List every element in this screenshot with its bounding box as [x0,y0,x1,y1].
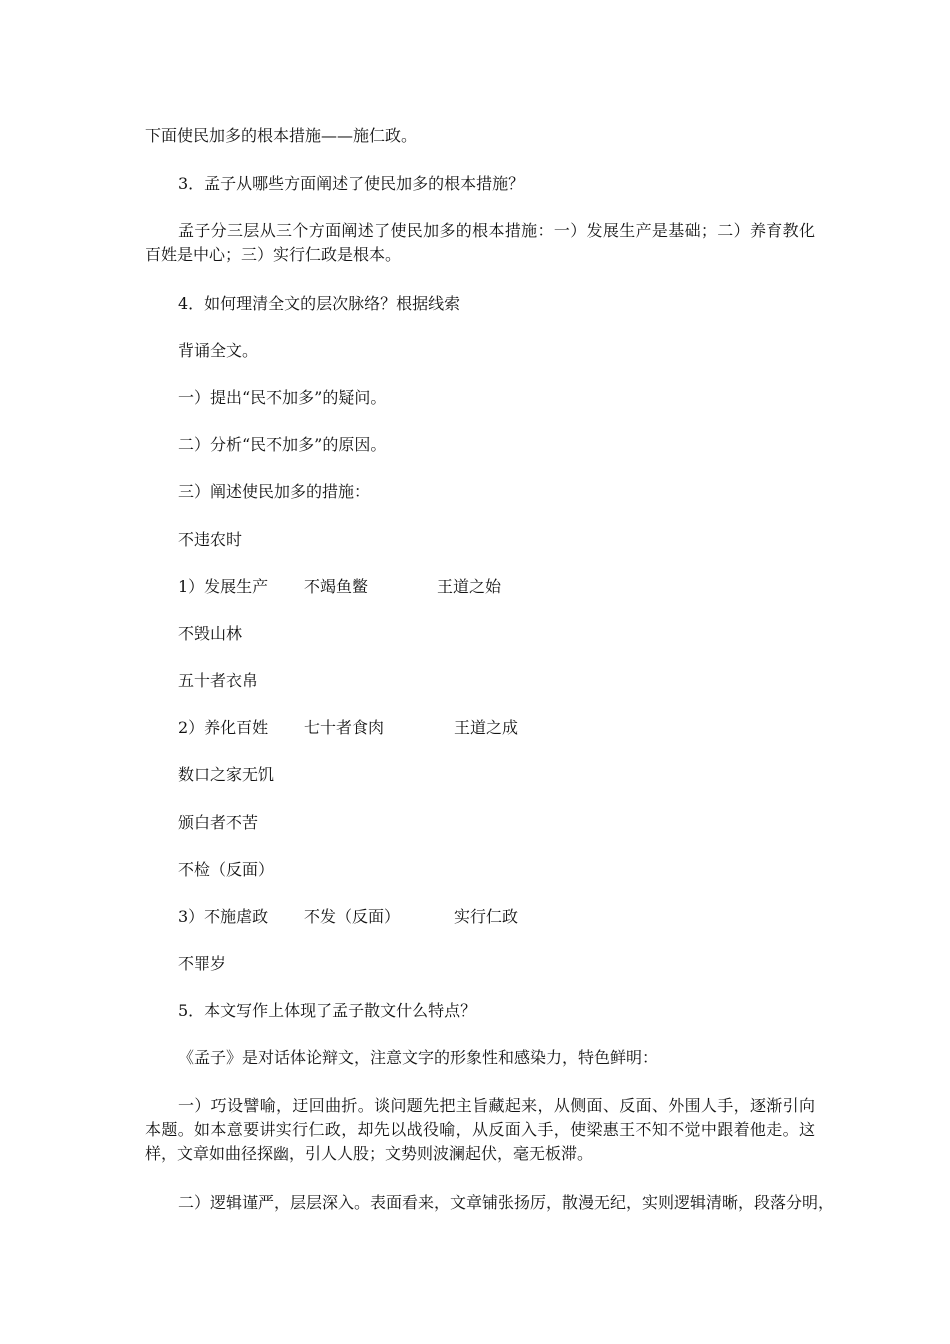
outline-row-1-item: 不竭鱼鳖 [304,577,369,596]
structure-item-3: 三）阐述使民加多的措施： [178,482,371,501]
structure-item-1: 一）提出“民不加多”的疑问。 [178,388,387,407]
outline-line: 不违农时 [178,530,243,549]
outline-row-3-item: 不发（反面） [304,907,401,926]
outline-row-3-heading: 3）不施虐政 [178,907,269,926]
question-4: 4．如何理清全文的层次脉络？根据线索 [178,294,461,313]
outline-row-1-result: 王道之始 [437,577,502,596]
recite-line: 背诵全文。 [178,341,259,360]
outline-line: 数口之家无饥 [178,765,275,784]
question-3: 3．孟子从哪些方面阐述了使民加多的根本措施？ [178,174,525,193]
answer-3: 孟子分三层从三个方面阐述了使民加多的根本措施：一）发展生产是基础；二）养育教化百姓是中心；三）实行仁政是根本。 [145,221,815,264]
outline-row-2-item: 七十者食肉 [304,718,385,737]
outline-row-3-result: 实行仁政 [454,907,519,926]
outline-row-2-heading: 2）养化百姓 [178,718,269,737]
feature-1: 一）巧设譬喻，迂回曲折。谈问题先把主旨藏起来，从侧面、反面、外围人手，逐渐引向本题。如本意要讲实行仁政，却先以战役喻，从反面入手，使梁惠王不知不觉中跟着他走。这样，文章如曲径探幽，引人人股；文势则波澜起伏，毫无板滞。 [145,1096,815,1163]
outline-line: 颁白者不苦 [178,813,259,832]
question-5: 5．本文写作上体现了孟子散文什么特点？ [178,1001,477,1020]
answer-5-intro: 《孟子》是对话体论辩文，注意文字的形象性和感染力，特色鲜明： [178,1048,659,1067]
outline-line: 不检（反面） [178,860,275,879]
outline-row-1-heading: 1）发展生产 [178,577,269,596]
outline-line: 不罪岁 [178,954,227,973]
feature-2: 二）逻辑谨严，层层深入。表面看来，文章铺张扬厉，散漫无纪，实则逻辑清晰，段落分明， [178,1193,835,1212]
outline-line: 五十者衣帛 [178,671,259,690]
paragraph-intro-line: 下面使民加多的根本措施——施仁政。 [145,126,418,145]
outline-row-2-result: 王道之成 [454,718,519,737]
structure-item-2: 二）分析“民不加多”的原因。 [178,435,387,454]
outline-line: 不毁山林 [178,624,243,643]
